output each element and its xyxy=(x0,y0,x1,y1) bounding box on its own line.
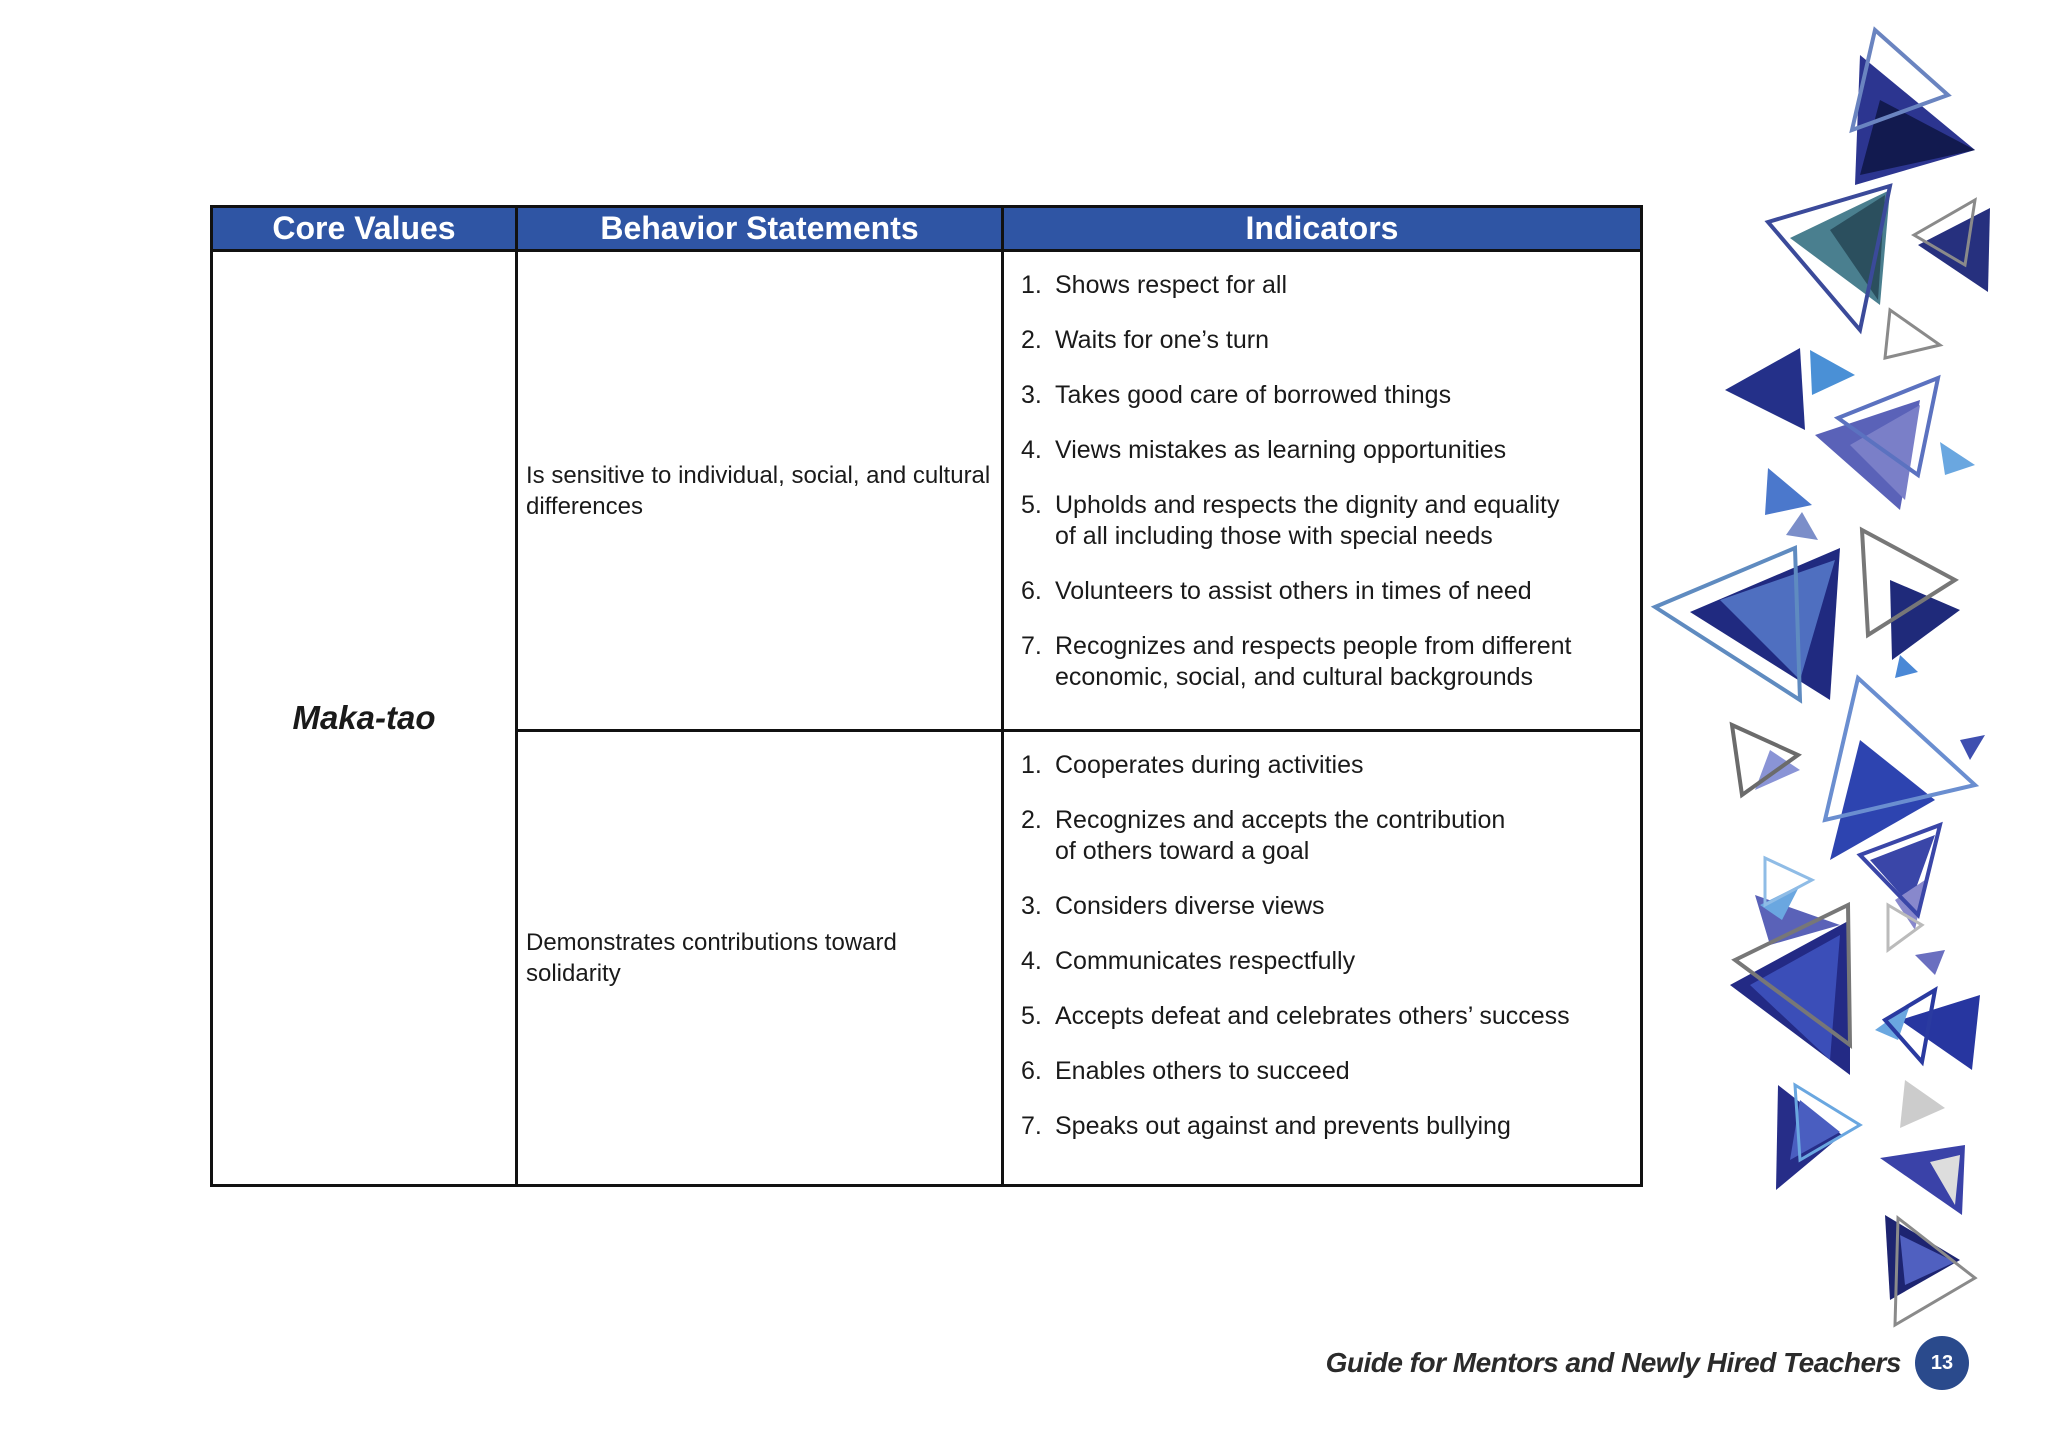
list-item xyxy=(1021,631,1640,693)
indicator-text: Takes good care of borrowed things xyxy=(1055,381,1452,409)
header-indicators: Indicators xyxy=(1003,207,1642,251)
indicator-number: 5. xyxy=(1021,1002,1042,1030)
list-item xyxy=(1021,325,1640,356)
indicator-text: Recognizes and respects people from different economic, social, and cultural backgrounds xyxy=(1055,632,1572,691)
indicator-text: Accepts defeat and celebrates others’ success xyxy=(1055,1002,1570,1030)
list-item xyxy=(1021,1001,1640,1032)
indicator-text: Views mistakes as learning opportunities xyxy=(1055,436,1507,464)
behavior-statement: Is sensitive to individual, social, and cultural differences xyxy=(517,251,1003,731)
list-item xyxy=(1021,805,1640,867)
indicator-text: Recognizes and accepts the contribution of others toward a goal xyxy=(1055,806,1506,865)
indicator-number: 3. xyxy=(1021,381,1042,409)
indicator-text: Shows respect for all xyxy=(1055,271,1288,299)
indicator-number: 2. xyxy=(1021,326,1042,354)
indicator-number: 1. xyxy=(1021,271,1042,299)
indicators-cell xyxy=(1003,251,1642,731)
indicator-number: 3. xyxy=(1021,892,1042,920)
list-item xyxy=(1021,380,1640,411)
indicator-number: 6. xyxy=(1021,1057,1042,1085)
table-header-row xyxy=(212,207,1642,251)
list-item xyxy=(1021,270,1640,301)
indicator-text: Upholds and respects the dignity and equality of all including those with special needs xyxy=(1055,491,1560,550)
core-values-table xyxy=(210,205,1643,1187)
list-item xyxy=(1021,1056,1640,1087)
indicator-list xyxy=(1021,750,1640,1142)
indicator-text: Volunteers to assist others in times of need xyxy=(1055,577,1532,605)
indicator-text: Speaks out against and prevents bullying xyxy=(1055,1112,1511,1140)
list-item xyxy=(1021,435,1640,466)
indicators-cell xyxy=(1003,731,1642,1186)
indicator-text: Enables others to succeed xyxy=(1055,1057,1350,1085)
list-item xyxy=(1021,576,1640,607)
indicator-text: Waits for one’s turn xyxy=(1055,326,1269,354)
indicator-list xyxy=(1021,270,1640,693)
table-row xyxy=(212,251,1642,731)
page-number-badge: 13 xyxy=(1915,1336,1969,1390)
list-item xyxy=(1021,490,1640,552)
indicator-text: Cooperates during activities xyxy=(1055,751,1364,779)
list-item xyxy=(1021,1111,1640,1142)
indicator-number: 1. xyxy=(1021,751,1042,779)
indicator-number: 4. xyxy=(1021,436,1042,464)
page-footer xyxy=(1326,1336,1969,1390)
header-core-values: Core Values xyxy=(212,207,517,251)
footer-title: Guide for Mentors and Newly Hired Teachers xyxy=(1325,1347,1901,1378)
list-item xyxy=(1021,891,1640,922)
list-item xyxy=(1021,750,1640,781)
indicator-number: 2. xyxy=(1021,806,1042,834)
indicator-number: 6. xyxy=(1021,577,1042,605)
header-behavior-statements: Behavior Statements xyxy=(517,207,1003,251)
behavior-statement: Demonstrates contributions toward solidarity xyxy=(517,731,1003,1186)
indicator-number: 7. xyxy=(1021,632,1042,660)
core-value-cell: Maka-tao xyxy=(212,251,517,1186)
list-item xyxy=(1021,946,1640,977)
indicator-number: 4. xyxy=(1021,947,1042,975)
indicator-text: Considers diverse views xyxy=(1055,892,1325,920)
indicator-text: Communicates respectfully xyxy=(1055,947,1356,975)
indicator-number: 7. xyxy=(1021,1112,1042,1140)
indicator-number: 5. xyxy=(1021,491,1042,519)
